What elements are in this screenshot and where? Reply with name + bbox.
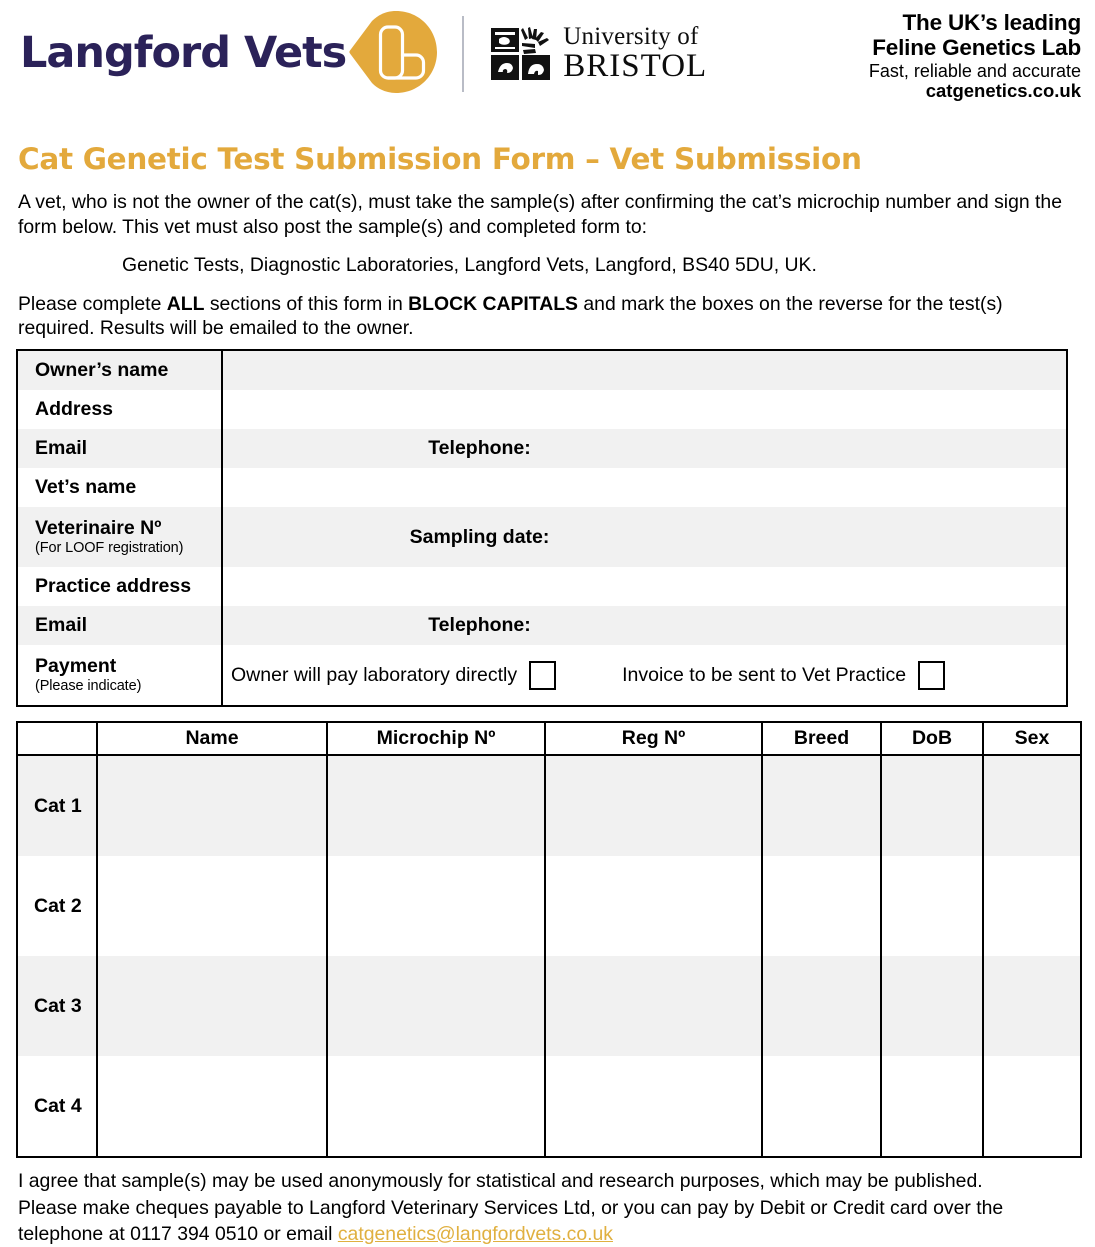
bristol-name-line: BRISTOL xyxy=(563,47,708,84)
owner-vet-details-table xyxy=(16,349,1068,707)
table-row xyxy=(17,507,1067,567)
cat-4-dob-cell[interactable] xyxy=(881,1056,983,1157)
footer-line-3 xyxy=(18,1221,1077,1247)
table-row xyxy=(17,956,1081,1056)
cat-3-dob-cell[interactable] xyxy=(881,956,983,1056)
instructions-part-2: sections of this form in xyxy=(204,292,409,315)
website-url: catgenetics.co.uk xyxy=(925,80,1081,102)
table-row xyxy=(17,755,1081,856)
cat-1-microchip-cell[interactable] xyxy=(327,755,545,856)
footer-notes xyxy=(18,1168,1077,1247)
cat-1-sex-cell[interactable] xyxy=(983,755,1081,856)
table-row xyxy=(17,567,1067,606)
header-tagline xyxy=(869,10,1081,102)
cat-4-reg-cell[interactable] xyxy=(545,1056,762,1157)
cat-1-dob-cell[interactable] xyxy=(881,755,983,856)
payment-sub-label: (Please indicate) xyxy=(35,678,142,695)
page-title: Cat Genetic Test Submission Form – Vet Submission xyxy=(18,142,862,176)
checkbox-owner-pays[interactable] xyxy=(529,661,556,690)
cat-3-microchip-cell[interactable] xyxy=(327,956,545,1056)
tagline-line-2: Feline Genetics Lab xyxy=(872,35,1081,61)
cat-4-name-cell[interactable] xyxy=(97,1056,327,1157)
footer-telephone-text: telephone at 0117 394 0510 or email xyxy=(18,1222,338,1245)
postal-address: Genetic Tests, Diagnostic Laboratories, Langford Vets, Langford, BS40 5DU, UK. xyxy=(122,253,817,276)
table-row xyxy=(17,1056,1081,1157)
payment-options-cell xyxy=(222,645,1067,706)
table-row xyxy=(17,856,1081,956)
column-header-dob: DoB xyxy=(881,722,983,755)
column-header-name: Name xyxy=(97,722,327,755)
bristol-university-line: University of xyxy=(563,22,699,50)
cat-1-breed-cell[interactable] xyxy=(762,755,881,856)
cat-3-breed-cell[interactable] xyxy=(762,956,881,1056)
column-header-breed: Breed xyxy=(762,722,881,755)
field-label-owner-email: Email xyxy=(17,429,222,468)
bristol-wordmark xyxy=(563,24,707,83)
veterinaire-no-main-label: Veterinaire Nº xyxy=(35,517,162,540)
langford-teardrop-l-icon xyxy=(348,8,440,96)
column-header-index xyxy=(17,722,97,755)
instructions-part-1: Please complete xyxy=(18,292,167,315)
cat-1-reg-cell[interactable] xyxy=(545,755,762,856)
cat-1-row-label: Cat 1 xyxy=(17,755,97,856)
cat-2-row-label: Cat 2 xyxy=(17,856,97,956)
field-label-practice-email: Email xyxy=(17,606,222,645)
cat-3-reg-cell[interactable] xyxy=(545,956,762,1056)
brand-divider xyxy=(462,16,464,92)
column-header-sex: Sex xyxy=(983,722,1081,755)
field-input-vets-name[interactable] xyxy=(222,468,1067,507)
intro-paragraph: A vet, who is not the owner of the cat(s), must take the sample(s) after confirming the cat’s microchip number and sign the form below. This vet must also post the sample(s) and completed form to: xyxy=(18,191,1062,238)
cat-2-reg-cell[interactable] xyxy=(545,856,762,956)
cat-details-table xyxy=(16,721,1082,1158)
instructions-paragraph xyxy=(18,292,1077,342)
cat-4-row-label: Cat 4 xyxy=(17,1056,97,1157)
cat-2-breed-cell[interactable] xyxy=(762,856,881,956)
cat-2-microchip-cell[interactable] xyxy=(327,856,545,956)
table-row xyxy=(17,390,1067,429)
instructions-bold-block-capitals: BLOCK CAPITALS xyxy=(408,292,578,315)
cat-4-breed-cell[interactable] xyxy=(762,1056,881,1157)
field-label-address: Address xyxy=(17,390,222,429)
tagline-line-1: The UK’s leading xyxy=(902,10,1081,35)
field-label-veterinaire-no xyxy=(17,507,222,567)
table-row xyxy=(17,606,1067,645)
column-header-reg-no: Reg Nº xyxy=(545,722,762,755)
instructions-bold-all: ALL xyxy=(166,292,205,315)
payment-option-owner-pays[interactable] xyxy=(231,661,556,690)
cat-4-sex-cell[interactable] xyxy=(983,1056,1081,1157)
table-row-payment xyxy=(17,645,1067,706)
bristol-crest-icon xyxy=(490,24,552,82)
footer-line-2: Please make cheques payable to Langford Veterinary Services Ltd, or you can pay by Debit or Credit card over the xyxy=(18,1196,1004,1219)
field-input-owners-name[interactable] xyxy=(222,350,1067,390)
field-label-vets-name: Vet’s name xyxy=(17,468,222,507)
table-row xyxy=(17,468,1067,507)
field-input-practice-address[interactable] xyxy=(222,567,1067,606)
page-header xyxy=(0,0,1095,112)
cat-2-dob-cell[interactable] xyxy=(881,856,983,956)
field-label-owners-name: Owner’s name xyxy=(17,350,222,390)
contact-email-link[interactable]: catgenetics@langfordvets.co.uk xyxy=(337,1222,613,1245)
footer-line-1: I agree that sample(s) may be used anonymously for statistical and research purposes, which may be published. xyxy=(18,1170,983,1193)
tagline-line-3: Fast, reliable and accurate xyxy=(868,60,1081,81)
column-header-microchip: Microchip Nº xyxy=(327,722,545,755)
payment-main-label: Payment xyxy=(35,655,117,678)
instructions-part-3: and mark the boxes on the reverse for the test(s) required. Results will be emailed to the owner. xyxy=(18,292,1003,340)
payment-option-invoice-vet[interactable] xyxy=(622,661,945,690)
veterinaire-no-sub-label: (For LOOF registration) xyxy=(35,540,184,557)
field-label-practice-address: Practice address xyxy=(17,567,222,606)
field-label-payment xyxy=(17,645,222,706)
cat-2-name-cell[interactable] xyxy=(97,856,327,956)
field-input-address[interactable] xyxy=(222,390,1067,429)
table-row xyxy=(17,350,1067,390)
cat-4-microchip-cell[interactable] xyxy=(327,1056,545,1157)
payment-option-invoice-vet-label: Invoice to be sent to Vet Practice xyxy=(622,663,907,686)
field-input-owner-email-telephone[interactable]: Telephone: xyxy=(222,429,1067,468)
field-input-veterinaire-no-sampling-date[interactable]: Sampling date: xyxy=(222,507,1067,567)
field-input-practice-email-telephone[interactable]: Telephone: xyxy=(222,606,1067,645)
cat-2-sex-cell[interactable] xyxy=(983,856,1081,956)
cat-table-header-row xyxy=(17,722,1081,755)
cat-3-sex-cell[interactable] xyxy=(983,956,1081,1056)
cat-3-name-cell[interactable] xyxy=(97,956,327,1056)
payment-option-owner-pays-label: Owner will pay laboratory directly xyxy=(231,663,518,686)
langford-vets-wordmark: Langford Vets xyxy=(20,27,347,78)
university-of-bristol-logo xyxy=(490,24,707,83)
table-row xyxy=(17,429,1067,468)
cat-1-name-cell[interactable] xyxy=(97,755,327,856)
checkbox-invoice-vet[interactable] xyxy=(918,661,945,690)
cat-3-row-label: Cat 3 xyxy=(17,956,97,1056)
